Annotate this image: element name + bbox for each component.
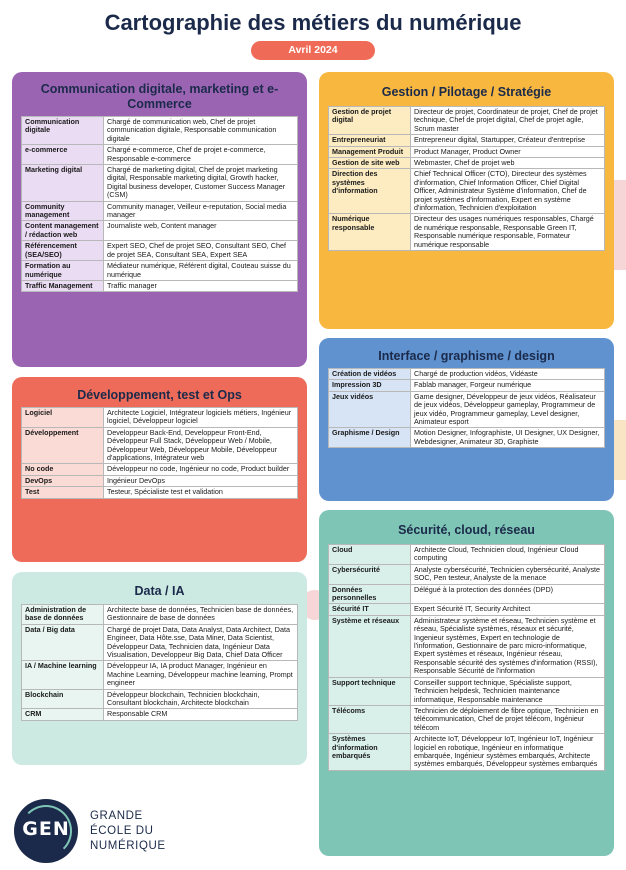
jobs-cell: Délégué à la protection des données (DPD) [411, 584, 605, 604]
jobs-cell: Chargé de marketing digital, Chef de projet marketing digital, Responsable marketing digital, Growth hacker, Digital business developer, Customer Success Manager (CSM) [104, 165, 298, 202]
jobs-cell: Technicien de déploiement de fibre optique, Technicien en télécommunication, Chef de projet télécom, Ingénieur télécom [411, 705, 605, 733]
logo-line-2: ÉCOLE DU [90, 825, 154, 837]
jobs-cell: Journaliste web, Content manager [104, 221, 298, 241]
table-row [22, 605, 298, 625]
jobs-table [328, 544, 605, 771]
table-row [329, 169, 605, 214]
table-row [22, 280, 298, 291]
jobs-cell: Webmaster, Chef de projet web [411, 158, 605, 169]
table-row [329, 146, 605, 157]
logo-mark [14, 799, 78, 863]
category-cell: Gestion de projet digital [329, 107, 411, 135]
category-cell: Télécoms [329, 705, 411, 733]
jobs-cell: Ingénieur DevOps [104, 475, 298, 486]
jobs-cell: Développeur IA, IA product Manager, Ingénieur en Machine Learning, Développeur machine learning, Prompt engineer [104, 661, 298, 689]
category-cell: Cloud [329, 545, 411, 565]
category-cell: Administration de base de données [22, 605, 104, 625]
category-cell: Marketing digital [22, 165, 104, 202]
page-title: Cartographie des métiers du numérique [104, 10, 522, 35]
section-securite [319, 510, 614, 856]
jobs-cell: Game designer, Développeur de jeux vidéos, Réalisateur de jeux vidéos, Développeur gameplay, Programmeur de jeux vidéo, Programmeur gameplay, Level designer, Animateur esport [411, 391, 605, 428]
category-cell: IA / Machine learning [22, 661, 104, 689]
table-row [329, 604, 605, 615]
table-row [22, 221, 298, 241]
jobs-cell: Développeur blockchain, Technicien blockchain, Consultant blockchain, Architecte blockchain [104, 689, 298, 709]
date-badge: Avril 2024 [251, 41, 375, 60]
jobs-cell: Traffic manager [104, 280, 298, 291]
table-row [22, 117, 298, 145]
logo-monogram: GEN [22, 818, 70, 840]
gen-logo [14, 799, 214, 863]
category-cell: Création de vidéos [329, 369, 411, 380]
table-row [22, 689, 298, 709]
section-title: Communication digitale, marketing et e-Commerce [40, 82, 279, 111]
section-communication [12, 72, 307, 367]
table-row [329, 369, 605, 380]
jobs-table [21, 116, 298, 292]
category-cell: Traffic Management [22, 280, 104, 291]
table-row [22, 408, 298, 428]
table-row [329, 564, 605, 584]
table-row [22, 145, 298, 165]
table-row [329, 135, 605, 146]
category-cell: Formation au numérique [22, 261, 104, 281]
table-row [329, 428, 605, 448]
section-title: Data / IA [134, 583, 185, 598]
table-row [22, 487, 298, 498]
jobs-cell: Architecte IoT, Développeur IoT, Ingénieur IoT, Ingénieur logiciel en robotique, Ingénieur en informatique embarquée, Ingénieur systèmes embarqués, Architecte systèmes embarqués, Développeur systèmes embarqués [411, 734, 605, 771]
jobs-cell: Entrepreneur digital, Startupper, Créateur d'entreprise [411, 135, 605, 146]
jobs-cell: Chargé de production vidéos, Vidéaste [411, 369, 605, 380]
jobs-cell: Développeur no code, Ingénieur no code, Product builder [104, 464, 298, 475]
table-row [329, 107, 605, 135]
category-cell: Data / Big data [22, 624, 104, 661]
jobs-cell: Responsable CRM [104, 709, 298, 720]
section-title: Interface / graphisme / design [378, 348, 555, 363]
table-row [329, 677, 605, 705]
category-cell: Jeux vidéos [329, 391, 411, 428]
section-title: Développement, test et Ops [77, 387, 242, 402]
category-cell: Graphisme / Design [329, 428, 411, 448]
section-gestion [319, 72, 614, 329]
category-cell: Données personnelles [329, 584, 411, 604]
category-cell: CRM [22, 709, 104, 720]
category-cell: e-commerce [22, 145, 104, 165]
section-title: Gestion / Pilotage / Stratégie [381, 84, 552, 99]
jobs-cell: Médiateur numérique, Référent digital, Couteau suisse du numérique [104, 261, 298, 281]
table-row [329, 615, 605, 677]
jobs-cell: Directeur de projet, Coordinateur de projet, Chef de projet technique, Chef de projet digital, Chef de projet agile, Scrum master [411, 107, 605, 135]
jobs-cell: Analyste cybersécurité, Technicien cybersécurité, Analyste SOC, Pen testeur, Analyste de la menace [411, 564, 605, 584]
category-cell: Support technique [329, 677, 411, 705]
section-data-ia [12, 572, 307, 765]
section-title: Sécurité, cloud, réseau [398, 522, 535, 537]
jobs-table [21, 407, 298, 499]
jobs-cell: Fablab manager, Forgeur numérique [411, 380, 605, 391]
section-interface-design [319, 338, 614, 501]
category-cell: Sécurité IT [329, 604, 411, 615]
category-cell: Content management / rédaction web [22, 221, 104, 241]
jobs-cell: Testeur, Spécialiste test et validation [104, 487, 298, 498]
category-cell: Systèmes d'information embarqués [329, 734, 411, 771]
category-cell: Communication digitale [22, 117, 104, 145]
category-cell: Entrepreneuriat [329, 135, 411, 146]
table-row [329, 380, 605, 391]
category-cell: Impression 3D [329, 380, 411, 391]
category-cell: Système et réseaux [329, 615, 411, 677]
jobs-cell: Chargé e-commerce, Chef de projet e-commerce, Responsable e-commerce [104, 145, 298, 165]
table-row [22, 709, 298, 720]
category-cell: Cybersécurité [329, 564, 411, 584]
category-cell: Référencement (SEA/SEO) [22, 241, 104, 261]
category-cell: Logiciel [22, 408, 104, 428]
jobs-cell: Expert Sécurité IT, Security Architect [411, 604, 605, 615]
table-row [22, 261, 298, 281]
table-row [329, 545, 605, 565]
jobs-cell: Administrateur système et réseau, Technicien système et réseau, Spécialiste systèmes, réseaux et sécurité, Ingenieur systèmes, Expert en technologie de l'information, Gestionnaire de parc micro-informatique, Expert systèmes et réseaux, Ingénieur réseau, Responsable sécurité des systèmes d'information (RSSI), Responsable Sécurité de l'information [411, 615, 605, 677]
jobs-table [21, 604, 298, 721]
jobs-cell: Architecte base de données, Technicien base de données, Gestionnaire de base de données [104, 605, 298, 625]
table-row [22, 241, 298, 261]
jobs-cell: Motion Designer, Infographiste, UI Designer, UX Designer, Webdesigner, Animateur 3D, Graphiste [411, 428, 605, 448]
category-cell: Test [22, 487, 104, 498]
jobs-cell: Chargé de communication web, Chef de projet communication digitale, Responsable communication digitale [104, 117, 298, 145]
jobs-table [328, 368, 605, 448]
table-row [22, 201, 298, 221]
category-cell: DevOps [22, 475, 104, 486]
table-row [329, 214, 605, 251]
jobs-cell: Product Manager, Product Owner [411, 146, 605, 157]
table-row [329, 391, 605, 428]
category-cell: Gestion de site web [329, 158, 411, 169]
jobs-cell: Chargé de projet Data, Data Analyst, Data Architect, Data Engineer, Data Hôte.sse, Data Miner, Data Scientist, Développeur Data, Technicien data, Ingénieur Data Visualisation, Developpeur Big Data, Chief Data Officer [104, 624, 298, 661]
jobs-cell: Developpeur Back-End, Developpeur Front-End, Développeur Full Stack, Développeur Web / Mobile, Développeur Web, Développeur Mobile, Développeur d'applications, Intégrateur web [104, 427, 298, 464]
category-cell: No code [22, 464, 104, 475]
jobs-table [328, 106, 605, 251]
jobs-cell: Directeur des usages numériques responsables, Chargé de numérique responsable, Responsable Green IT, Responsable numérique responsable, Formateur numérique responsable [411, 214, 605, 251]
table-row [329, 158, 605, 169]
category-cell: Direction des systèmes d'information [329, 169, 411, 214]
table-row [22, 624, 298, 661]
category-cell: Numérique responsable [329, 214, 411, 251]
logo-line-1: GRANDE [90, 810, 143, 822]
table-row [329, 705, 605, 733]
section-development [12, 377, 307, 562]
category-cell: Blockchain [22, 689, 104, 709]
jobs-cell: Community manager, Veilleur e-reputation, Social media manager [104, 201, 298, 221]
category-cell: Community management [22, 201, 104, 221]
table-row [329, 584, 605, 604]
table-row [329, 734, 605, 771]
table-row [22, 475, 298, 486]
logo-line-3: NUMÉRIQUE [90, 840, 166, 852]
table-row [22, 427, 298, 464]
table-row [22, 661, 298, 689]
jobs-cell: Conseiller support technique, Spécialiste support, Technicien helpdesk, Technicien maintenance informatique, Responsable maintenance [411, 677, 605, 705]
jobs-cell: Architecte Cloud, Technicien cloud, Ingénieur Cloud computing [411, 545, 605, 565]
category-cell: Management Produit [329, 146, 411, 157]
jobs-cell: Expert SEO, Chef de projet SEO, Consultant SEO, Chef de projet SEA, Consultant SEA, Expert SEA [104, 241, 298, 261]
table-row [22, 165, 298, 202]
table-row [22, 464, 298, 475]
jobs-cell: Chief Technical Officer (CTO), Directeur des systèmes d'information, Chief Information Officer, Chief Digital Officer, Administrateur Système d'information, Chef de projet systèmes d'information, Expert en système d'information, Technicien d'exploitation [411, 169, 605, 214]
jobs-cell: Architecte Logiciel, Intégrateur logiciels métiers, Ingénieur logiciel, Développeur logiciel [104, 408, 298, 428]
category-cell: Développement [22, 427, 104, 464]
